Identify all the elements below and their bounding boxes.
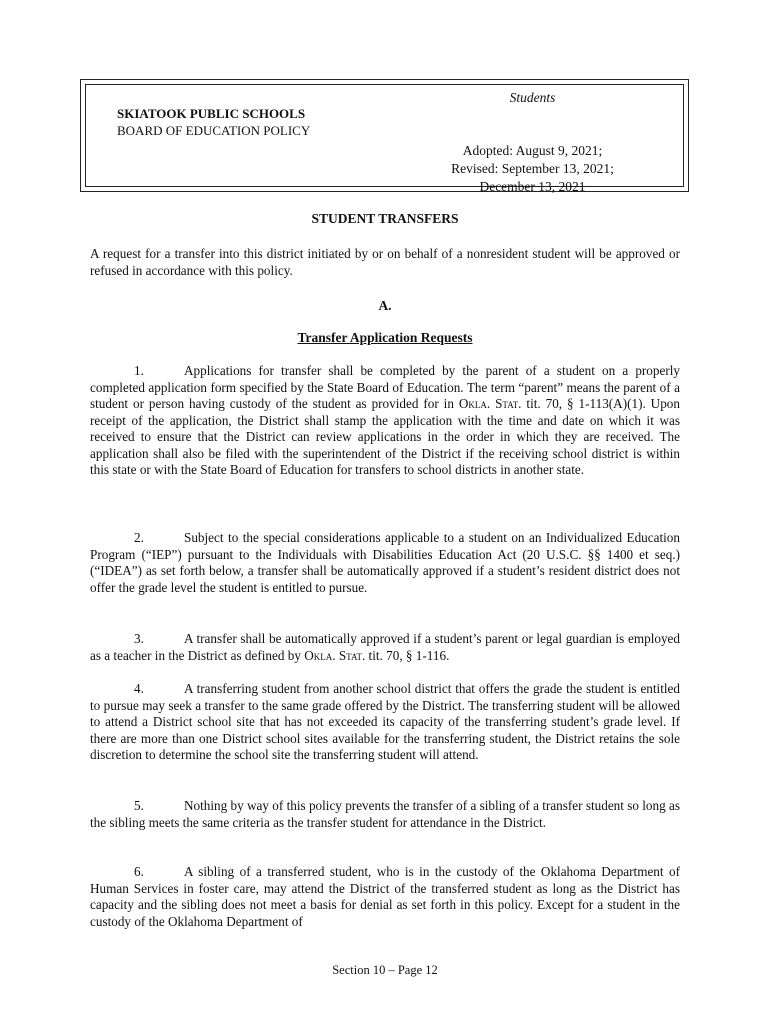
statute-citation: Okla. Stat. — [304, 647, 366, 663]
paragraph-6 — [90, 864, 680, 930]
revised-date: Revised: September 13, 2021; — [451, 161, 614, 176]
paragraph-number: 4. — [134, 681, 144, 696]
paragraph-number: 6. — [134, 864, 144, 879]
section-name: Students — [509, 90, 556, 105]
revised-date-2: December 13, 2021 — [479, 179, 586, 194]
page-footer: Section 10 – Page 12 — [332, 963, 438, 977]
policy-header-inner-frame — [85, 84, 684, 194]
policy-dates — [382, 142, 683, 196]
section-a-label: A. — [378, 298, 392, 313]
paragraph-4 — [90, 681, 680, 764]
section-a-heading: Transfer Application Requests — [297, 330, 473, 345]
policy-subtitle: BOARD OF EDUCATION POLICY — [117, 123, 311, 138]
paragraph-text: Applications for transfer shall be completed by the parent of a student on a properly completed application form specified by the State Board of Education. The term “parent” means the parent of a student or person having custody of the student as provided for in — [90, 363, 680, 411]
paragraph-number: 2. — [134, 530, 144, 545]
header-right-cell — [382, 85, 683, 194]
institution-name: SKIATOOK PUBLIC SCHOOLS — [117, 106, 306, 121]
policy-title: STUDENT TRANSFERS — [311, 211, 459, 226]
paragraph-text: Subject to the special considerations applicable to a student on an Individualized Education Program (“IEP”) pursuant to the Individuals with Disabilities Education Act (20 U.S.C. §§ 1400 et seq.) (“IDEA”) as set forth below, a transfer shall be automatically approved if a student’s resident district does not offer the grade level the student is entitled to pursue. — [90, 530, 680, 595]
paragraph-text: Nothing by way of this policy prevents the transfer of a sibling of a transfer student so long as the sibling meets the same criteria as the transfer student for attendance in the District. — [90, 798, 680, 830]
paragraph-text: tit. 70, § 1-116. — [365, 647, 450, 663]
header-left-cell — [86, 85, 382, 186]
paragraph-5 — [90, 798, 680, 831]
paragraph-number: 1. — [134, 363, 144, 378]
paragraph-number: 5. — [134, 798, 144, 813]
intro-paragraph: A request for a transfer into this district initiated by or on behalf of a nonresident student will be approved or refused in accordance with this policy. — [90, 246, 680, 278]
paragraph-1 — [90, 363, 680, 479]
adopted-date: Adopted: August 9, 2021; — [462, 143, 603, 158]
paragraph-text: tit. 70, § 1-113(A)(1). Upon receipt of the application, the District shall stamp the application with the time and date on which it was received to ensure that the District can review applications in the order in which they are received. The application shall also be filed with the superintendent of the District if the receiving school district is within this state or with the State Board of Education for transfers to school districts in another state. — [90, 396, 680, 477]
paragraph-2 — [90, 530, 680, 596]
paragraph-text: A transfer shall be automatically approved if a student’s parent or legal guardian is employed as a teacher in the District as defined by — [90, 631, 680, 663]
paragraph-3 — [90, 631, 680, 664]
paragraph-number: 3. — [134, 631, 144, 646]
paragraph-text: A transferring student from another school district that offers the grade the student is entitled to pursue may seek a transfer to the same grade offered by the District. The transferring student will be allowed to attend a District school site that has not exceeded its capacity of the transferring student’s grade level. If there are more than one District school sites available for the transferring student, the District retains the sole discretion to determine the school site the transferring student will attend. — [90, 681, 680, 762]
policy-header-box — [80, 79, 689, 192]
paragraph-text: A sibling of a transferred student, who is in the custody of the Oklahoma Department of Human Services in foster care, may attend the District of the transferred student as long as the District has capacity and the sibling does not meet a basis for denial as set forth in this policy. Except for a student in the custody of the Oklahoma Department of — [90, 864, 680, 929]
statute-citation: Okla. Stat. — [458, 396, 522, 411]
